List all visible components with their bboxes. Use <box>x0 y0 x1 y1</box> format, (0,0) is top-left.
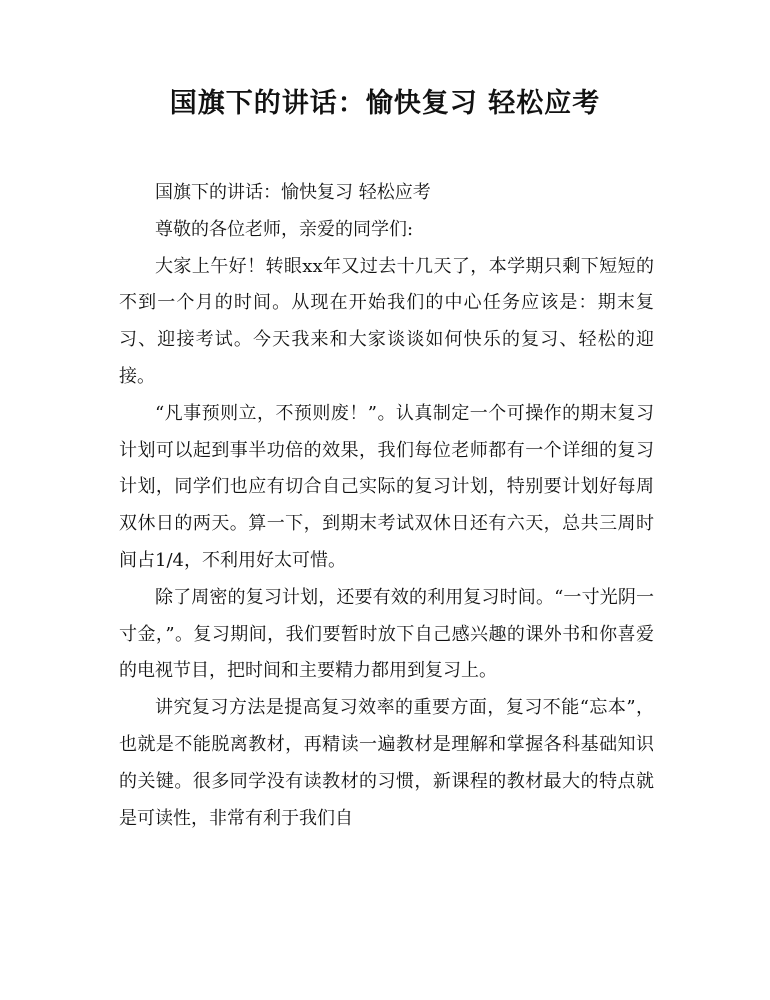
paragraph-time: 除了周密的复习计划，还要有效的利用复习时间。“一寸光阴一寸金，”。复习期间，我们要暂时放下自己感兴趣的课外书和你喜爱的电视节目，把时间和主要精力都用到复习上。 <box>119 586 654 682</box>
paragraph-greeting: 尊敬的各位老师，亲爱的同学们: <box>155 218 414 240</box>
paragraph-intro: 大家上午好！转眼xx年又过去十几天了，本学期只剩下短短的不到一个月的时间。从现在开始我们的中心任务应该是：期末复习、迎接考试。今天我来和大家谈谈如何快乐的复习、轻松的迎接。 <box>119 255 654 387</box>
paragraph-method: 讲究复习方法是提高复习效率的重要方面，复习不能“忘本”，也就是不能脱离教材，再精读一遍教材是理解和掌握各科基础知识的关键。很多同学没有读教材的习惯，新课程的教材最大的特点就是可读性，非常有利于我们自 <box>119 697 654 829</box>
document-title: 国旗下的讲话：愉快复习 轻松应考 <box>169 88 601 119</box>
paragraph-plan: “凡事预则立，不预则废！”。认真制定一个可操作的期末复习计划可以起到事半功倍的效果，我们每位老师都有一个详细的复习计划，同学们也应有切合自己实际的复习计划，特别要计划好每周双休日的两天。算一下，到期末考试双休日还有六天，总共三周时间占1/4，不利用好太可惜。 <box>119 402 654 571</box>
document-body <box>119 175 654 837</box>
paragraph-heading: 国旗下的讲话：愉快复习 轻松应考 <box>155 182 431 203</box>
